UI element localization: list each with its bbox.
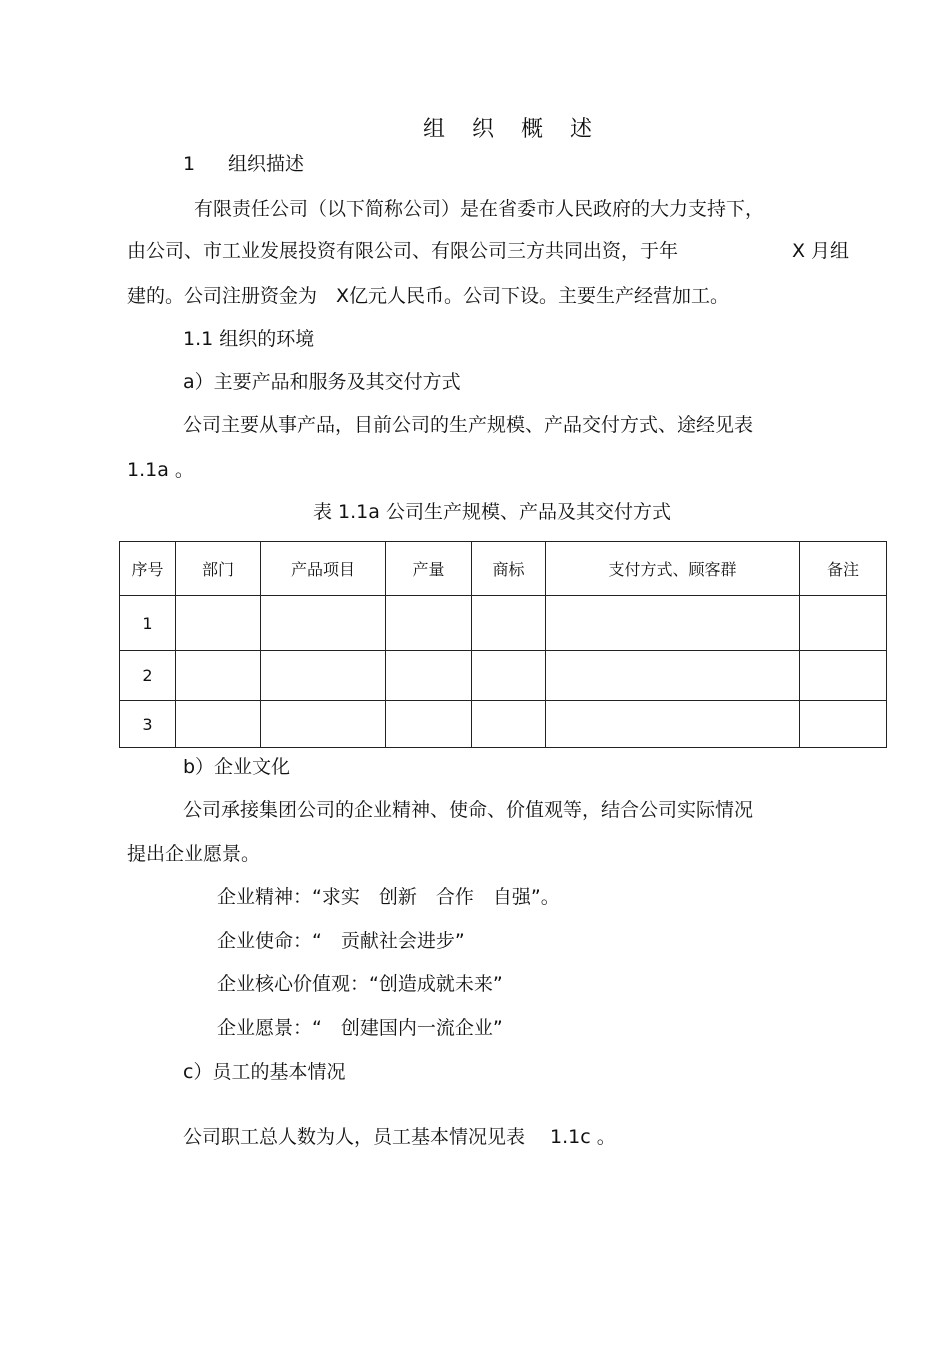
section-heading: 组织描述 — [228, 153, 305, 175]
paragraph-line: 由公司、市工业发展投资有限公司、有限公司三方共同出资，于年 — [127, 240, 679, 262]
enterprise-vision: 企业愿景：“ 创建国内一流企业” — [217, 1017, 503, 1039]
item-heading: b）企业文化 — [183, 756, 291, 778]
column-header: 支付方式、顾客群 — [546, 542, 800, 596]
table-cell — [546, 651, 800, 701]
table-cell — [261, 596, 386, 651]
table-cell — [386, 651, 472, 701]
table-cell — [546, 596, 800, 651]
table-cell: 2 — [120, 651, 176, 701]
paragraph-line: 公司主要从事产品，目前公司的生产规模、产品交付方式、途经见表 — [183, 414, 754, 436]
paragraph-line: 公司职工总人数为人，员工基本情况见表 1.1c 。 — [183, 1126, 616, 1148]
table-cell — [386, 701, 472, 748]
item-heading: c）员工的基本情况 — [183, 1061, 346, 1083]
subsection-heading: 1.1 组织的环境 — [183, 328, 315, 350]
table-cell — [176, 651, 261, 701]
table-cell — [546, 701, 800, 748]
column-header: 备注 — [800, 542, 887, 596]
table-cell — [472, 651, 546, 701]
table-header-row — [120, 542, 887, 596]
section-number: 1 — [183, 153, 196, 175]
paragraph-line: 有限责任公司（以下简称公司）是在省委市人民政府的大力支持下， — [194, 198, 765, 220]
column-header: 序号 — [120, 542, 176, 596]
column-header: 产量 — [386, 542, 472, 596]
table-cell — [472, 596, 546, 651]
column-header: 产品项目 — [261, 542, 386, 596]
table-cell — [176, 596, 261, 651]
table-row — [120, 596, 887, 651]
table-row — [120, 651, 887, 701]
product-table — [119, 541, 887, 748]
column-header: 商标 — [472, 542, 546, 596]
table-cell: 1 — [120, 596, 176, 651]
page-title: 组 织 概 述 — [423, 117, 602, 142]
enterprise-mission: 企业使命：“ 贡献社会进步” — [217, 930, 465, 952]
table-cell — [261, 651, 386, 701]
paragraph-line-end: X 月组 — [792, 240, 850, 262]
paragraph-line: 提出企业愿景。 — [127, 843, 261, 865]
table-cell — [800, 596, 887, 651]
table-cell — [386, 596, 472, 651]
table-cell — [261, 701, 386, 748]
item-heading: a）主要产品和服务及其交付方式 — [183, 371, 461, 393]
column-header: 部门 — [176, 542, 261, 596]
table-cell: 3 — [120, 701, 176, 748]
paragraph-line: 公司承接集团公司的企业精神、使命、价值观等，结合公司实际情况 — [183, 799, 754, 821]
enterprise-values: 企业核心价值观：“创造成就未来” — [217, 973, 503, 995]
table-caption: 表 1.1a 公司生产规模、产品及其交付方式 — [313, 501, 671, 523]
table-row — [120, 701, 887, 748]
enterprise-spirit: 企业精神：“求实 创新 合作 自强”。 — [217, 886, 560, 908]
paragraph-line: 建的。公司注册资金为 X亿元人民币。公司下设。主要生产经营加工。 — [127, 285, 730, 307]
table-cell — [800, 651, 887, 701]
table-cell — [472, 701, 546, 748]
table-cell — [800, 701, 887, 748]
paragraph-line: 1.1a 。 — [127, 459, 194, 481]
table-cell — [176, 701, 261, 748]
